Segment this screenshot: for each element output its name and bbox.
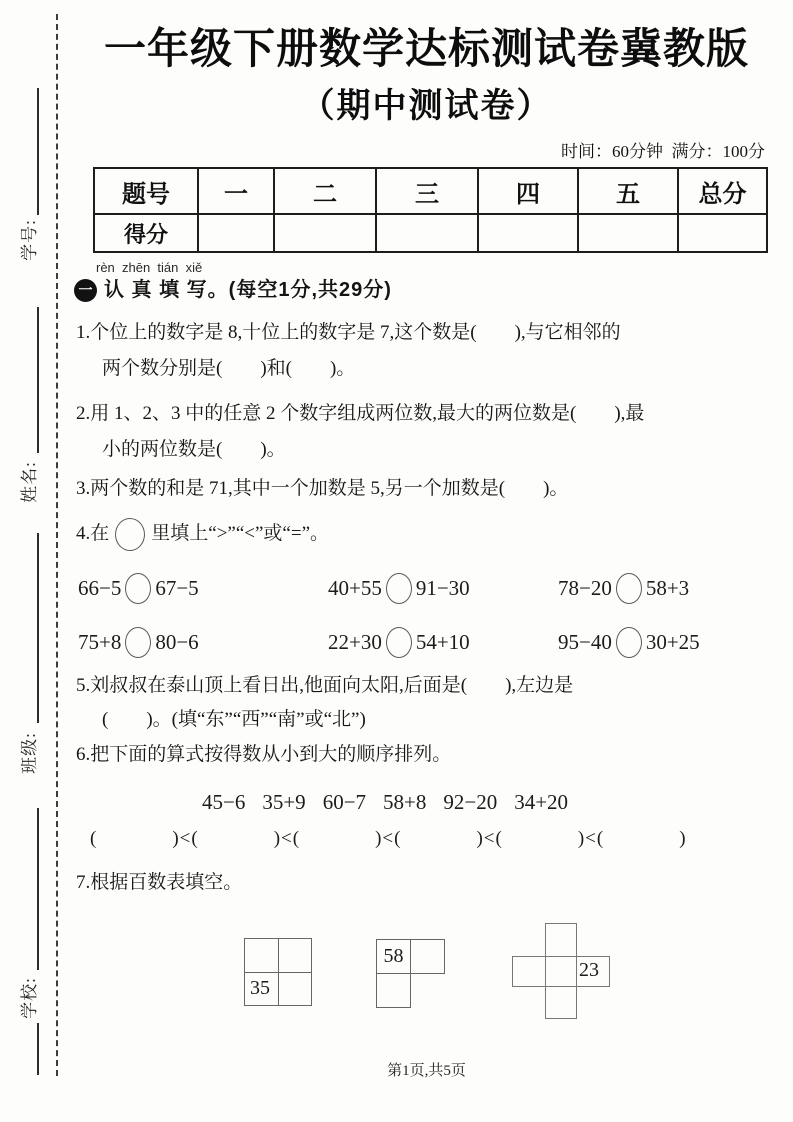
expression: 35+9 xyxy=(262,790,306,814)
question-4-row-2 xyxy=(60,623,793,661)
page-number-footer: 第1页,共5页 xyxy=(387,1063,466,1079)
left-expression: 78−20 xyxy=(558,575,612,600)
section1-pinyin: rèn zhēn tián xiě xyxy=(96,260,203,275)
question-1-line-2: 两个数分别是( )和( )。 xyxy=(102,358,356,379)
question-6-expressions xyxy=(60,790,793,815)
section-3-header: 三 xyxy=(376,168,478,214)
comparison-circle-icon xyxy=(125,627,151,658)
less-than-sign: < xyxy=(483,828,495,849)
answer-blank: ( ) xyxy=(596,828,686,849)
comparison-item xyxy=(328,627,558,658)
question-1-line-1: 1.个位上的数字是 8,十位上的数字是 7,这个数是( ),与它相邻的 xyxy=(76,322,621,343)
expression: 58+8 xyxy=(383,790,427,814)
score-table-header-row xyxy=(94,168,767,214)
left-expression: 66−5 xyxy=(78,575,122,600)
expression: 60−7 xyxy=(322,790,367,814)
score-cell xyxy=(578,214,678,252)
page-title: 一年级下册数学达标测试卷冀教版 xyxy=(103,27,749,73)
hundred-chart-fragment-L-cell: 58 xyxy=(376,939,411,974)
answer-blank: ( ) xyxy=(394,828,483,849)
comparison-circle-icon xyxy=(386,627,412,658)
question-2-line-2: 小的两位数是( )。 xyxy=(102,439,286,460)
question-number-header: 题号 xyxy=(94,168,198,214)
less-than-sign: < xyxy=(281,828,292,849)
question-5-line-2: ( )。(填“东”“西”“南”或“北”) xyxy=(102,709,366,730)
section1-number-badge: 一 xyxy=(74,279,97,302)
less-than-sign: < xyxy=(382,828,394,849)
comparison-circle-icon xyxy=(616,573,642,604)
right-expression: 91−30 xyxy=(415,575,470,600)
question-6-answer-row xyxy=(60,828,793,850)
section-1-header: 一 xyxy=(198,168,274,214)
left-expression: 75+8 xyxy=(78,629,122,654)
question-4-prompt-suffix: 里填上“>”“<”或“=”。 xyxy=(151,523,330,544)
grid-value: 35 xyxy=(250,977,270,999)
section-2-header: 二 xyxy=(274,168,376,214)
question-4-row-1 xyxy=(60,569,793,607)
question-4-prompt xyxy=(60,516,793,552)
expression: 45−6 xyxy=(202,790,246,814)
left-expression: 95−40 xyxy=(558,629,612,654)
section-5-header: 五 xyxy=(578,168,678,214)
score-cell xyxy=(274,214,376,252)
fill-in-line xyxy=(37,1023,39,1075)
page-subtitle: （期中测试卷） xyxy=(300,88,553,125)
answer-blank: ( ) xyxy=(90,828,179,849)
score-cell xyxy=(198,214,274,252)
fill-in-line xyxy=(37,533,39,723)
student-name-label: 姓名: xyxy=(20,461,39,503)
answer-blank: ( ) xyxy=(495,828,585,849)
right-expression: 30+25 xyxy=(645,629,700,654)
less-than-sign: < xyxy=(585,828,596,849)
question-5-line-1: 5.刘叔叔在泰山顶上看日出,他面向太阳,后面是( ),左边是 xyxy=(76,675,574,696)
seal-dashed-line xyxy=(56,14,58,1076)
right-expression: 67−5 xyxy=(155,575,199,600)
less-than-sign: < xyxy=(179,828,191,849)
question-7: 7.根据百数表填空。 xyxy=(76,872,243,893)
answer-blank: ( ) xyxy=(292,828,382,849)
score-cell xyxy=(376,214,478,252)
expression: 34+20 xyxy=(514,790,569,814)
comparison-item xyxy=(558,627,700,658)
hundred-chart-fragments xyxy=(60,922,793,1040)
left-expression: 40+55 xyxy=(328,575,382,600)
comparison-item xyxy=(558,573,689,604)
hundred-chart-fragment-L-cell xyxy=(376,973,411,1008)
fill-in-line xyxy=(37,307,39,453)
comparison-item xyxy=(78,573,328,604)
comparison-item xyxy=(328,573,558,604)
section-4-header: 四 xyxy=(478,168,578,214)
exam-time-score-info: 时间：60分钟 满分：100分 xyxy=(561,142,765,161)
score-cell xyxy=(478,214,578,252)
section1-header xyxy=(74,276,793,304)
score-row-label: 得分 xyxy=(94,214,198,252)
test-paper-content xyxy=(60,0,793,1080)
score-cell xyxy=(678,214,767,252)
score-row xyxy=(94,214,767,252)
right-expression: 54+10 xyxy=(415,629,470,654)
score-table xyxy=(93,167,768,253)
fill-in-line xyxy=(37,808,39,970)
school-label: 学校: xyxy=(20,977,39,1019)
fill-in-line xyxy=(37,88,39,215)
comparison-circle-icon xyxy=(115,518,145,551)
section1-title: 认 真 填 写。(每空1分,共29分) xyxy=(104,279,392,301)
comparison-item xyxy=(78,627,328,658)
class-label: 班级: xyxy=(20,732,39,774)
total-score-header: 总分 xyxy=(678,168,767,214)
expression: 92−20 xyxy=(443,790,498,814)
right-expression: 58+3 xyxy=(645,575,690,600)
comparison-circle-icon xyxy=(616,627,642,658)
student-id-label: 学号: xyxy=(20,219,39,261)
question-4-prompt-prefix: 4.在 xyxy=(76,523,110,544)
question-2-line-1: 2.用 1、2、3 中的任意 2 个数字组成两位数,最大的两位数是( ),最 xyxy=(76,403,645,424)
question-6: 6.把下面的算式按得数从小到大的顺序排列。 xyxy=(76,744,452,765)
hundred-chart-fragment-L-cell xyxy=(410,939,445,974)
hundred-chart-fragment-2x2 xyxy=(244,938,312,1006)
comparison-circle-icon xyxy=(125,573,151,604)
question-3: 3.两个数的和是 71,其中一个加数是 5,另一个加数是( )。 xyxy=(76,478,569,499)
answer-blank: ( ) xyxy=(191,828,281,849)
left-expression: 22+30 xyxy=(328,629,382,654)
right-expression: 80−6 xyxy=(155,629,199,654)
grid-value: 23 xyxy=(579,959,599,981)
comparison-circle-icon xyxy=(386,573,412,604)
